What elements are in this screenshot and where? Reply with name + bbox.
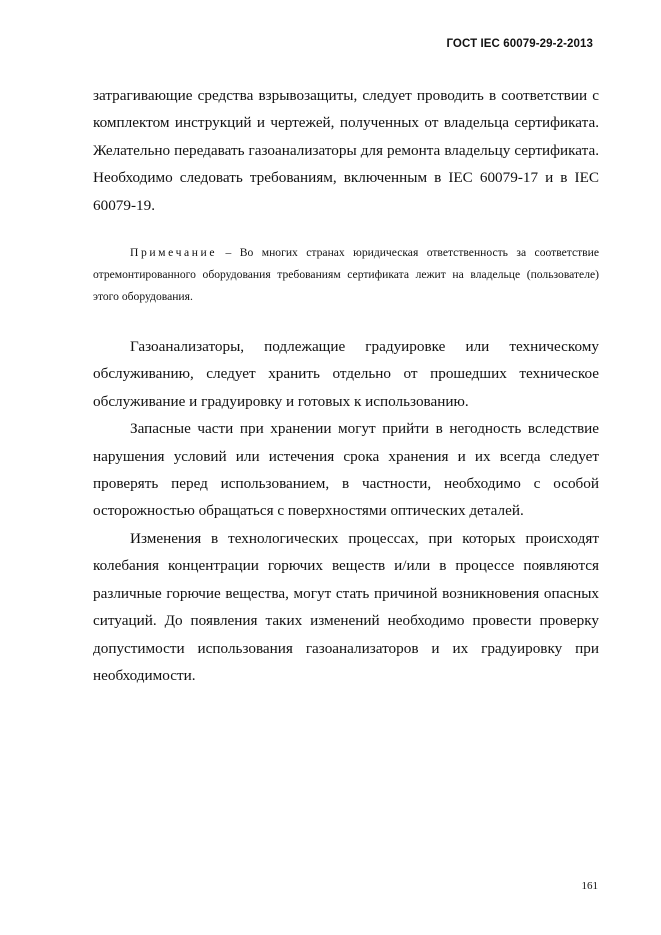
page-content (93, 82, 599, 689)
paragraph-storage-separation: Газоанализаторы, подлежащие градуировке или техническому обслуживанию, следует хранить отдельно от прошедших техническое обслуживание и градуировку и готовых к использованию. (93, 338, 599, 410)
page-number: 161 (581, 880, 598, 892)
paragraph-process-changes: Изменения в технологических процессах, при которых происходят колебания концентрации горючих веществ и/или в процессе появляются различные горючие вещества, могут стать причиной возникновения опасных ситуаций. До появления таких изменений необходимо провести проверку допустимости использования газоанализаторов и их градуировку при необходимости. (93, 529, 599, 684)
paragraph-spare-parts: Запасные части при хранении могут прийти в негодность вследствие нарушения условий или истечения срока хранения и их всегда следует проверять перед использованием, в частности, необходимо с особой осторожностью обращаться с поверхностями оптических деталей. (93, 420, 599, 520)
paragraph-repair-instructions: затрагивающие средства взрывозащиты, следует проводить в соответствии с комплектом инструкций и чертежей, полученных от владельца сертификата. Желательно передавать газоанализаторы для ремонта владельцу сертификата. Необходимо следовать требованиям, включенным в IEC 60079-17 и в IEC 60079-19. (93, 87, 599, 214)
note-label: Примечание (130, 246, 218, 260)
note (93, 242, 599, 308)
document-header: ГОСТ IEC 60079-29-2-2013 (446, 38, 593, 50)
note-text: – Во многих странах юридическая ответственность за соответствие отремонтированного оборудования требованиям сертификата лежит на владельце (пользователе) этого оборудования. (93, 246, 599, 304)
